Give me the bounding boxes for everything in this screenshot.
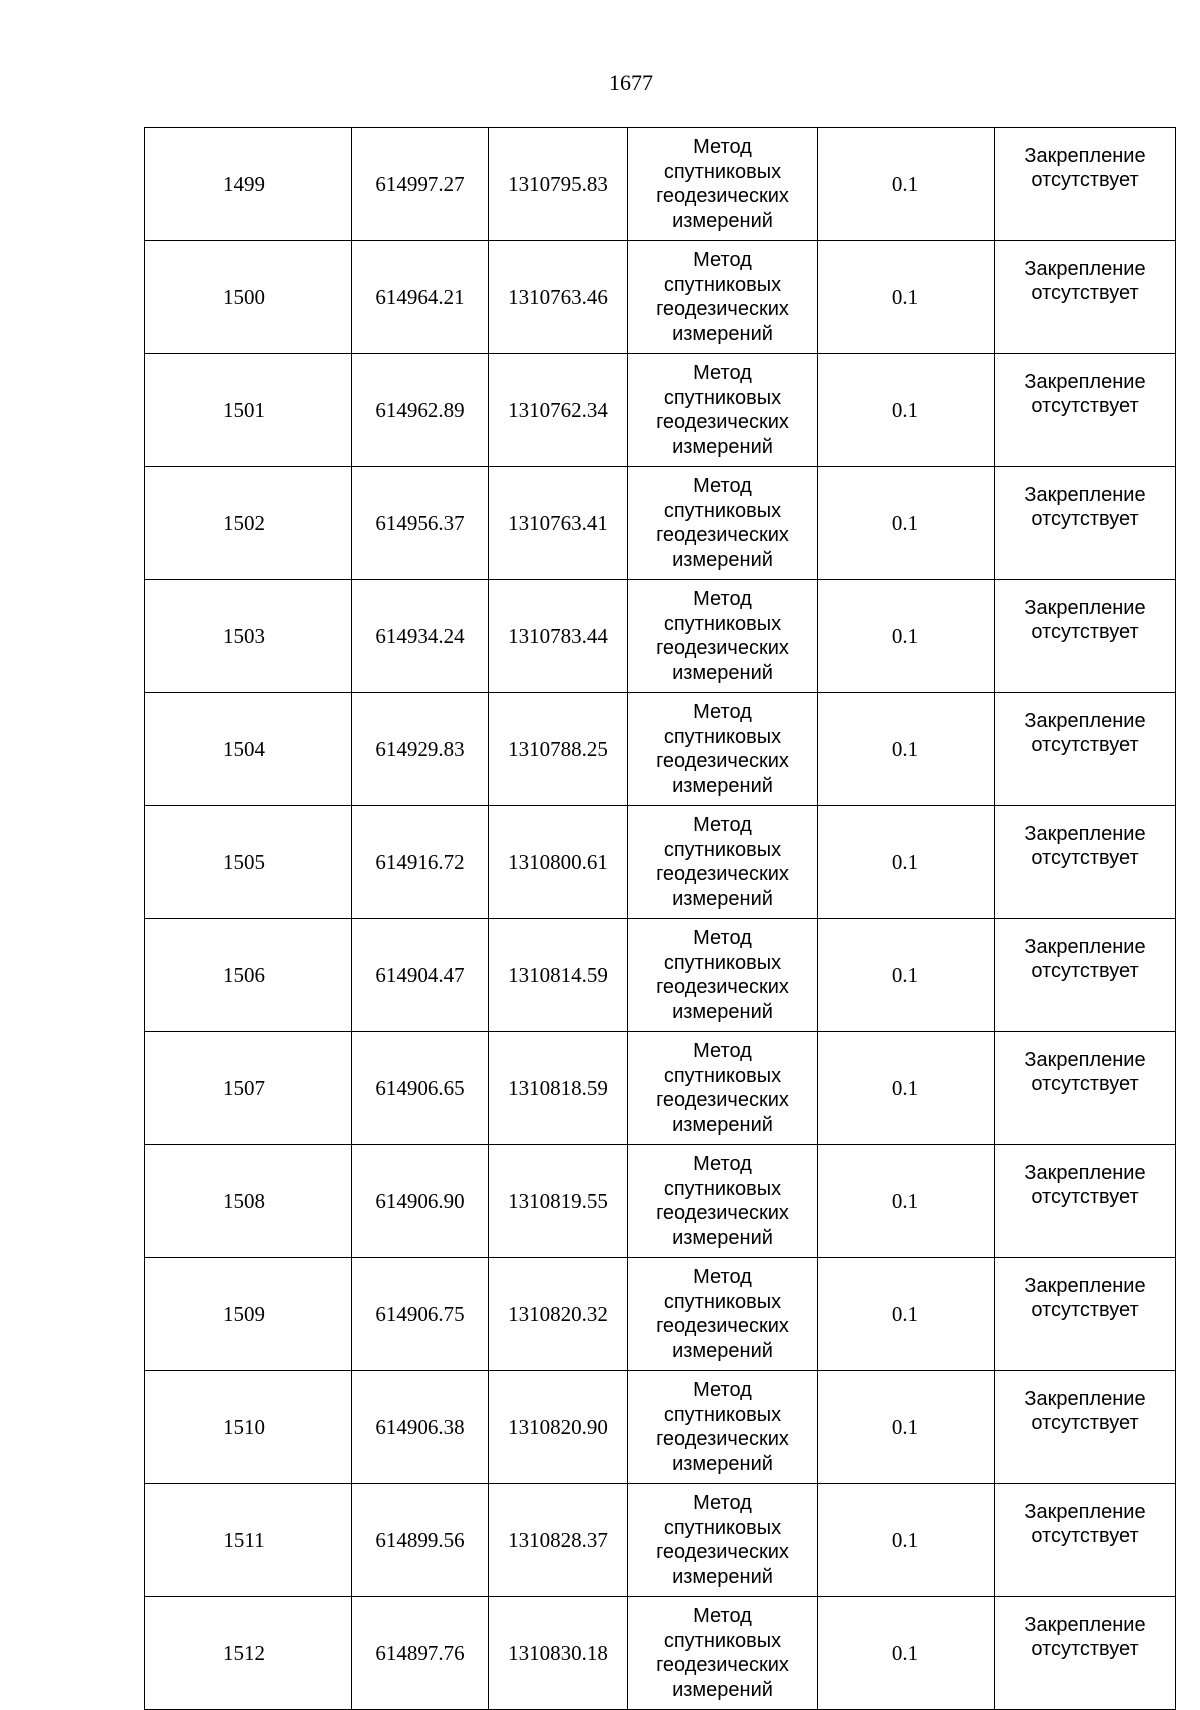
table-row <box>145 919 1176 1032</box>
method-cell-line: спутниковых <box>663 386 782 409</box>
method-cell-line: Метод <box>693 1153 752 1175</box>
method-cell-line: Метод <box>693 1040 752 1062</box>
error-cell: 0.1 <box>818 806 995 919</box>
method-cell-line: измерений <box>672 1339 773 1362</box>
table-row <box>145 1032 1176 1145</box>
method-cell <box>628 1258 818 1371</box>
fixing-cell <box>995 1145 1176 1258</box>
method-cell-line: спутниковых <box>663 1064 782 1087</box>
error-cell: 0.1 <box>818 1145 995 1258</box>
error-cell: 0.1 <box>818 1258 995 1371</box>
method-cell-line: Метод <box>693 701 752 723</box>
fixing-cell-line: Закрепление <box>1024 1388 1146 1410</box>
point-number-cell: 1508 <box>145 1145 352 1258</box>
x-coordinate-cell: 614906.65 <box>352 1032 489 1145</box>
method-cell-line: Метод <box>693 1492 752 1514</box>
method-cell-line: измерений <box>672 209 773 232</box>
x-coordinate-cell: 614929.83 <box>352 693 489 806</box>
table-row <box>145 580 1176 693</box>
x-coordinate-cell: 614916.72 <box>352 806 489 919</box>
method-cell-line: спутниковых <box>663 951 782 974</box>
fixing-cell <box>995 1032 1176 1145</box>
method-cell-line: измерений <box>672 1113 773 1136</box>
method-cell <box>628 354 818 467</box>
x-coordinate-cell: 614906.90 <box>352 1145 489 1258</box>
fixing-cell-line: отсутствует <box>1031 1186 1139 1208</box>
fixing-cell-line: отсутствует <box>1031 847 1139 869</box>
error-cell: 0.1 <box>818 1597 995 1710</box>
x-coordinate-cell: 614997.27 <box>352 128 489 241</box>
table-row <box>145 241 1176 354</box>
y-coordinate-cell: 1310763.41 <box>489 467 628 580</box>
method-cell <box>628 128 818 241</box>
method-cell-line: геодезических <box>656 1541 789 1563</box>
fixing-cell <box>995 919 1176 1032</box>
method-cell-line: спутниковых <box>663 1177 782 1200</box>
error-cell: 0.1 <box>818 693 995 806</box>
fixing-cell-line: отсутствует <box>1031 508 1139 530</box>
page-number: 1677 <box>609 70 653 95</box>
point-number-cell: 1509 <box>145 1258 352 1371</box>
fixing-cell-line: отсутствует <box>1031 395 1139 417</box>
point-number-cell: 1501 <box>145 354 352 467</box>
error-cell: 0.1 <box>818 1484 995 1597</box>
method-cell-line: спутниковых <box>663 1290 782 1313</box>
point-number-cell: 1503 <box>145 580 352 693</box>
fixing-cell-line: Закрепление <box>1024 597 1146 619</box>
method-cell-line: измерений <box>672 548 773 571</box>
method-cell-line: Метод <box>693 1266 752 1288</box>
fixing-cell-line: отсутствует <box>1031 282 1139 304</box>
fixing-cell-line: отсутствует <box>1031 1412 1139 1434</box>
fixing-cell-line: Закрепление <box>1024 823 1146 845</box>
table-row <box>145 693 1176 806</box>
method-cell <box>628 1145 818 1258</box>
method-cell <box>628 1484 818 1597</box>
fixing-cell-line: Закрепление <box>1024 1614 1146 1636</box>
fixing-cell <box>995 128 1176 241</box>
method-cell-line: геодезических <box>656 750 789 772</box>
method-cell-line: спутниковых <box>663 160 782 183</box>
table-row <box>145 354 1176 467</box>
method-cell-line: геодезических <box>656 1654 789 1676</box>
error-cell: 0.1 <box>818 467 995 580</box>
point-number-cell: 1507 <box>145 1032 352 1145</box>
method-cell-line: измерений <box>672 1565 773 1588</box>
y-coordinate-cell: 1310818.59 <box>489 1032 628 1145</box>
fixing-cell-line: Закрепление <box>1024 145 1146 167</box>
method-cell-line: спутниковых <box>663 725 782 748</box>
y-coordinate-cell: 1310828.37 <box>489 1484 628 1597</box>
method-cell-line: измерений <box>672 1226 773 1249</box>
method-cell-line: спутниковых <box>663 1403 782 1426</box>
fixing-cell <box>995 1484 1176 1597</box>
error-cell: 0.1 <box>818 128 995 241</box>
x-coordinate-cell: 614904.47 <box>352 919 489 1032</box>
fixing-cell-line: отсутствует <box>1031 1638 1139 1660</box>
fixing-cell-line: Закрепление <box>1024 258 1146 280</box>
fixing-cell <box>995 354 1176 467</box>
method-cell-line: Метод <box>693 249 752 271</box>
error-cell: 0.1 <box>818 1032 995 1145</box>
fixing-cell <box>995 1258 1176 1371</box>
fixing-cell-line: Закрепление <box>1024 1275 1146 1297</box>
method-cell-line: геодезических <box>656 411 789 433</box>
y-coordinate-cell: 1310814.59 <box>489 919 628 1032</box>
coordinates-table-body <box>145 128 1176 1710</box>
method-cell-line: Метод <box>693 136 752 158</box>
table-row <box>145 1145 1176 1258</box>
fixing-cell-line: отсутствует <box>1031 1073 1139 1095</box>
fixing-cell-line: Закрепление <box>1024 1049 1146 1071</box>
method-cell <box>628 580 818 693</box>
method-cell <box>628 693 818 806</box>
fixing-cell-line: Закрепление <box>1024 936 1146 958</box>
method-cell-line: спутниковых <box>663 273 782 296</box>
point-number-cell: 1504 <box>145 693 352 806</box>
method-cell <box>628 241 818 354</box>
y-coordinate-cell: 1310820.32 <box>489 1258 628 1371</box>
method-cell-line: измерений <box>672 661 773 684</box>
table-row <box>145 1371 1176 1484</box>
method-cell-line: Метод <box>693 814 752 836</box>
y-coordinate-cell: 1310788.25 <box>489 693 628 806</box>
method-cell-line: геодезических <box>656 524 789 546</box>
point-number-cell: 1502 <box>145 467 352 580</box>
table-row <box>145 1597 1176 1710</box>
y-coordinate-cell: 1310830.18 <box>489 1597 628 1710</box>
x-coordinate-cell: 614934.24 <box>352 580 489 693</box>
point-number-cell: 1499 <box>145 128 352 241</box>
y-coordinate-cell: 1310819.55 <box>489 1145 628 1258</box>
method-cell-line: Метод <box>693 362 752 384</box>
method-cell-line: геодезических <box>656 298 789 320</box>
fixing-cell <box>995 806 1176 919</box>
point-number-cell: 1500 <box>145 241 352 354</box>
method-cell-line: геодезических <box>656 1428 789 1450</box>
y-coordinate-cell: 1310763.46 <box>489 241 628 354</box>
error-cell: 0.1 <box>818 1371 995 1484</box>
point-number-cell: 1505 <box>145 806 352 919</box>
method-cell-line: измерений <box>672 774 773 797</box>
method-cell-line: спутниковых <box>663 499 782 522</box>
error-cell: 0.1 <box>818 580 995 693</box>
method-cell-line: геодезических <box>656 1202 789 1224</box>
x-coordinate-cell: 614899.56 <box>352 1484 489 1597</box>
fixing-cell <box>995 693 1176 806</box>
y-coordinate-cell: 1310820.90 <box>489 1371 628 1484</box>
y-coordinate-cell: 1310800.61 <box>489 806 628 919</box>
method-cell-line: Метод <box>693 927 752 949</box>
method-cell-line: геодезических <box>656 1315 789 1337</box>
x-coordinate-cell: 614962.89 <box>352 354 489 467</box>
x-coordinate-cell: 614906.38 <box>352 1371 489 1484</box>
point-number-cell: 1506 <box>145 919 352 1032</box>
error-cell: 0.1 <box>818 354 995 467</box>
fixing-cell-line: отсутствует <box>1031 1525 1139 1547</box>
fixing-cell-line: Закрепление <box>1024 484 1146 506</box>
fixing-cell-line: отсутствует <box>1031 1299 1139 1321</box>
y-coordinate-cell: 1310762.34 <box>489 354 628 467</box>
table-row <box>145 1258 1176 1371</box>
table-row <box>145 1484 1176 1597</box>
table-row <box>145 128 1176 241</box>
method-cell-line: геодезических <box>656 637 789 659</box>
fixing-cell <box>995 1597 1176 1710</box>
fixing-cell-line: Закрепление <box>1024 1162 1146 1184</box>
table-row <box>145 467 1176 580</box>
method-cell <box>628 1032 818 1145</box>
method-cell <box>628 919 818 1032</box>
x-coordinate-cell: 614964.21 <box>352 241 489 354</box>
x-coordinate-cell: 614906.75 <box>352 1258 489 1371</box>
y-coordinate-cell: 1310795.83 <box>489 128 628 241</box>
method-cell-line: спутниковых <box>663 838 782 861</box>
point-number-cell: 1512 <box>145 1597 352 1710</box>
fixing-cell-line: Закрепление <box>1024 371 1146 393</box>
method-cell <box>628 467 818 580</box>
fixing-cell-line: Закрепление <box>1024 1501 1146 1523</box>
method-cell-line: измерений <box>672 1452 773 1475</box>
method-cell-line: геодезических <box>656 976 789 998</box>
method-cell-line: геодезических <box>656 863 789 885</box>
point-number-cell: 1511 <box>145 1484 352 1597</box>
fixing-cell-line: отсутствует <box>1031 169 1139 191</box>
y-coordinate-cell: 1310783.44 <box>489 580 628 693</box>
point-number-cell: 1510 <box>145 1371 352 1484</box>
coordinates-table <box>144 127 1176 1710</box>
method-cell-line: спутниковых <box>663 1516 782 1539</box>
method-cell-line: Метод <box>693 475 752 497</box>
method-cell <box>628 1597 818 1710</box>
table-row <box>145 806 1176 919</box>
method-cell-line: Метод <box>693 1605 752 1627</box>
fixing-cell <box>995 467 1176 580</box>
method-cell-line: измерений <box>672 887 773 910</box>
method-cell <box>628 806 818 919</box>
method-cell <box>628 1371 818 1484</box>
method-cell-line: измерений <box>672 1000 773 1023</box>
error-cell: 0.1 <box>818 241 995 354</box>
method-cell-line: Метод <box>693 588 752 610</box>
fixing-cell-line: отсутствует <box>1031 960 1139 982</box>
method-cell-line: измерений <box>672 435 773 458</box>
fixing-cell-line: Закрепление <box>1024 710 1146 732</box>
error-cell: 0.1 <box>818 919 995 1032</box>
fixing-cell-line: отсутствует <box>1031 734 1139 756</box>
method-cell-line: спутниковых <box>663 612 782 635</box>
method-cell-line: геодезических <box>656 185 789 207</box>
fixing-cell-line: отсутствует <box>1031 621 1139 643</box>
method-cell-line: Метод <box>693 1379 752 1401</box>
fixing-cell <box>995 580 1176 693</box>
method-cell-line: измерений <box>672 1678 773 1701</box>
fixing-cell <box>995 241 1176 354</box>
x-coordinate-cell: 614956.37 <box>352 467 489 580</box>
method-cell-line: спутниковых <box>663 1629 782 1652</box>
method-cell-line: геодезических <box>656 1089 789 1111</box>
fixing-cell <box>995 1371 1176 1484</box>
method-cell-line: измерений <box>672 322 773 345</box>
x-coordinate-cell: 614897.76 <box>352 1597 489 1710</box>
